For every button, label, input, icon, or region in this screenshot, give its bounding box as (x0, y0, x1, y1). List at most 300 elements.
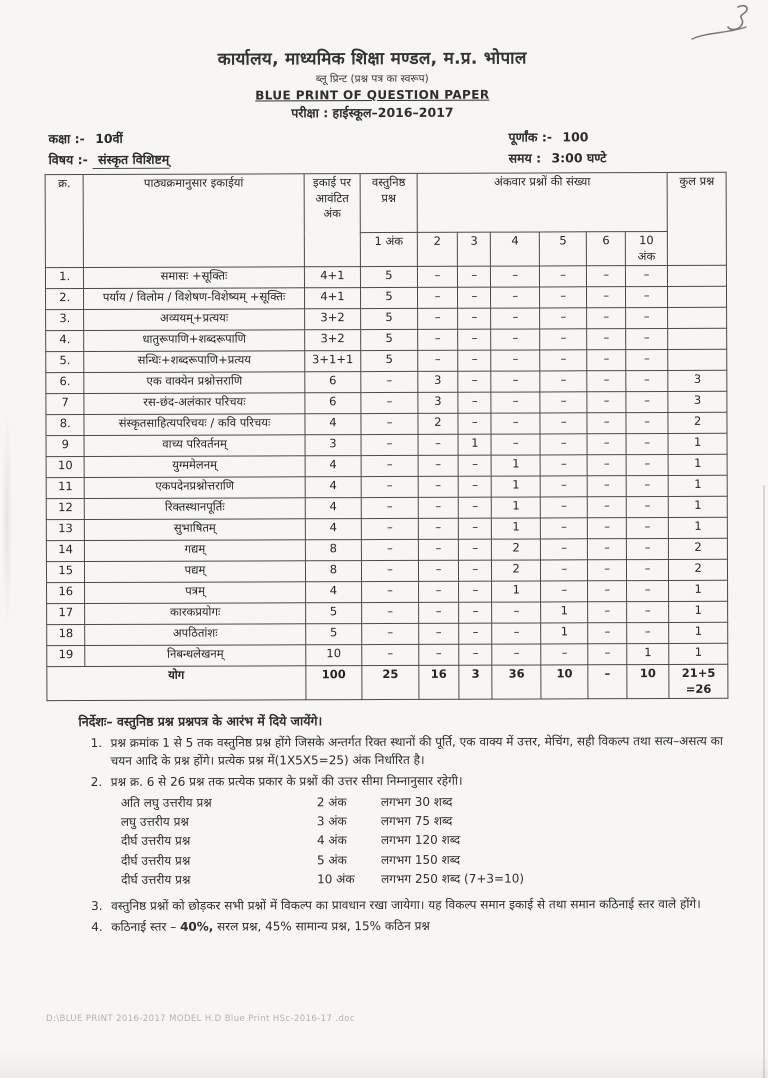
cell-2-mark: – (417, 350, 457, 371)
cell-5-mark: – (540, 413, 588, 434)
cell-total-questions: 1 (669, 622, 728, 643)
header-objective: वस्तुनिष्ठ प्रश्न (360, 173, 417, 232)
wl-word-limit: लगभग 30 शब्द (380, 794, 453, 810)
cell-4-mark: – (492, 434, 541, 455)
meta-row-1 (48, 128, 726, 147)
cell-2-mark: 3 (418, 371, 458, 392)
cell-1-mark: – (361, 518, 418, 539)
cell-10-mark: – (626, 539, 669, 560)
exam-line: परीक्षा : हाईस्कूल–2016–2017 (291, 104, 454, 121)
cell-1-mark: – (362, 644, 419, 665)
cell-2-mark: 3 (418, 392, 458, 413)
file-path-footer: D:\BLUE PRINT 2016-2017 MODEL H.D Blue Print HSc-2016-17 .doc (46, 1014, 355, 1024)
table-row (46, 328, 727, 351)
cell-serial: 11 (46, 478, 84, 499)
cell-3-mark: – (458, 413, 491, 434)
cell-unit-name: गद्यम् (85, 540, 305, 562)
cell-3-mark: – (458, 497, 491, 518)
header-1-mark: 1 अंक (360, 232, 417, 266)
word-limit-row (121, 811, 737, 832)
cell-5-mark: 1 (541, 623, 589, 644)
wl-marks: 4 अंक (316, 833, 347, 848)
item-4-text (111, 916, 737, 936)
grand-total (669, 664, 728, 698)
cell-2-mark: – (418, 476, 458, 497)
word-limit-list (121, 792, 737, 890)
table-row (46, 538, 727, 561)
instructions-section (78, 711, 737, 936)
cell-4-mark: – (491, 266, 540, 287)
cell-total-questions: 1 (669, 496, 728, 517)
max-marks-field (508, 128, 726, 146)
item-2-number: 2. (90, 775, 103, 790)
meta-section (48, 128, 726, 168)
cell-5-mark: – (540, 497, 588, 518)
table-row (46, 517, 727, 540)
cell-4-mark: – (491, 371, 540, 392)
cell-2-mark: – (418, 623, 458, 644)
cell-allocated-marks: 6 (304, 372, 361, 393)
cell-total-questions (668, 328, 727, 349)
cell-unit-name: रस-छंद-अलंकार परिचयः (84, 393, 304, 415)
cell-5-mark: – (540, 308, 588, 329)
cell-1-mark: – (361, 497, 418, 518)
instruction-item-2 (91, 771, 737, 894)
cell-unit-name: एक वाक्येन प्रश्नोत्तराणि (84, 372, 304, 394)
cell-serial: 6. (46, 373, 84, 394)
cell-unit-name: रिक्तस्थानपूर्तिः (85, 498, 305, 520)
cell-4-mark: – (492, 644, 541, 665)
cell-unit-name: पद्यम् (85, 561, 305, 583)
table-row (46, 496, 727, 519)
cell-unit-name: निबन्धलेखनम् (85, 645, 305, 667)
cell-10-mark: – (626, 392, 669, 413)
header-5-mark: 5 (539, 232, 587, 266)
cell-total-questions: 2 (668, 412, 727, 433)
cell-10-mark: – (625, 287, 668, 308)
table-row (46, 475, 727, 498)
cell-2-mark: – (418, 455, 458, 476)
cell-3-mark: – (459, 560, 492, 581)
cell-unit-name: वाच्य परिवर्तनम् (84, 435, 304, 457)
cell-6-mark: – (588, 455, 626, 476)
cell-3-mark: – (459, 644, 492, 665)
cell-total-questions (668, 307, 727, 328)
cell-1-mark: – (361, 413, 418, 434)
cell-serial: 7 (46, 394, 84, 415)
cell-6-mark: – (587, 392, 625, 413)
cell-3-mark: – (458, 371, 491, 392)
cell-unit-name: एकपदेनप्रश्नोत्तराणि (85, 477, 305, 499)
cell-allocated-marks: 4 (305, 519, 362, 540)
cell-6-mark: – (588, 539, 626, 560)
cell-6-mark: – (587, 287, 625, 308)
blueprint-table (45, 172, 729, 701)
cell-5-mark: – (540, 581, 588, 602)
cell-total-questions: 1 (668, 433, 727, 454)
cell-6-mark: – (588, 602, 626, 623)
cell-4-mark: – (491, 350, 540, 371)
cell-unit-name: युग्ममेलनम् (84, 456, 304, 478)
cell-10-mark: – (626, 581, 669, 602)
cell-10-mark: – (626, 371, 669, 392)
scan-bottom-shadow (0, 1052, 768, 1078)
cell-10-mark: – (626, 413, 669, 434)
wl-question-type: दीर्घ उत्तरीय प्रश्न (120, 853, 191, 868)
cell-6-mark: – (587, 329, 625, 350)
cell-allocated-marks: 3 (305, 435, 362, 456)
wl-word-limit: लगभग 120 शब्द (380, 833, 461, 848)
total-alloc: 100 (305, 666, 362, 700)
header-markwise: अंकवार प्रश्नों की संख्या (417, 173, 668, 233)
cell-4-mark: 1 (492, 518, 541, 539)
table-body (45, 265, 727, 666)
cell-6-mark: – (587, 434, 625, 455)
cell-2-mark: – (417, 308, 457, 329)
cell-6-mark: – (588, 497, 626, 518)
item-2-intro: प्रश्न क्र. 6 से 26 प्रश्न तक प्रत्येक प्रकार के प्रश्नों की उत्तर सीमा निम्नानुसार रहेगी। (110, 773, 463, 790)
cell-6-mark: – (588, 581, 626, 602)
cell-3-mark: 1 (458, 434, 491, 455)
cell-serial: 12 (46, 499, 84, 520)
cell-5-mark: – (540, 392, 588, 413)
cell-unit-name: सुभाषितम् (85, 519, 305, 541)
cell-allocated-marks: 4 (305, 456, 362, 477)
cell-allocated-marks: 4+1 (304, 288, 361, 309)
cell-3-mark: – (458, 308, 491, 329)
cell-1-mark: – (362, 560, 419, 581)
wl-marks: 2 अंक (316, 795, 347, 810)
total-4mark: 36 (492, 665, 541, 699)
cell-2-mark: – (418, 560, 458, 581)
subtitle-hindi: ब्लू प्रिन्ट (प्रश्न पत्र का स्वरूप) (315, 72, 429, 86)
grand-total-line2: =26 (685, 681, 712, 696)
cell-total-questions: 1 (668, 454, 727, 475)
cell-unit-name: पर्याय / विलोम / विशेषण-विशेष्यम् +सूक्तिः (84, 288, 304, 310)
table-row (47, 643, 728, 666)
cell-4-mark: – (491, 329, 540, 350)
cell-serial: 15 (46, 562, 84, 583)
instruction-item-4 (91, 916, 737, 936)
cell-4-mark: – (491, 392, 540, 413)
cell-5-mark: – (539, 266, 587, 287)
cell-2-mark: – (417, 329, 457, 350)
cell-3-mark: – (459, 623, 492, 644)
cell-serial: 19 (47, 646, 85, 667)
cell-1-mark: 5 (361, 350, 418, 371)
cell-2-mark: – (418, 497, 458, 518)
cell-serial: 2. (46, 289, 84, 310)
wl-marks: 3 अंक (316, 814, 347, 829)
cell-2-mark: – (418, 539, 458, 560)
cell-5-mark: 1 (541, 602, 589, 623)
wl-question-type: लघु उत्तरीय प्रश्न (120, 814, 189, 830)
instruction-item-1 (91, 732, 737, 770)
cell-total-questions: 1 (669, 601, 728, 622)
word-limit-row (121, 792, 737, 813)
cell-5-mark: – (540, 371, 588, 392)
title-english: BLUE PRINT OF QUESTION PAPER (255, 87, 490, 103)
table-row (46, 412, 727, 435)
cell-1-mark: 5 (361, 266, 418, 287)
cell-allocated-marks: 4 (305, 477, 362, 498)
cell-1-mark: 5 (361, 287, 418, 308)
wl-question-type: दीर्घ उत्तरीय प्रश्न (121, 872, 191, 887)
max-marks-label: पूर्णांक :- (508, 129, 553, 145)
wl-word-limit: लगभग 75 शब्द (380, 814, 453, 829)
cell-serial: 8. (46, 415, 84, 436)
class-field (48, 130, 122, 147)
header-10-mark: 10 अंक (625, 232, 668, 266)
word-limit-row (121, 869, 737, 890)
cell-10-mark: – (626, 497, 669, 518)
cell-1-mark: – (362, 623, 419, 644)
table-footer (47, 664, 728, 700)
cell-10-mark: – (626, 476, 669, 497)
table-row (46, 559, 727, 582)
header-4-mark: 4 (491, 232, 540, 266)
header-6-mark: 6 (587, 232, 626, 266)
cell-3-mark: – (458, 518, 491, 539)
class-label: कक्षा :- (48, 131, 85, 147)
instruction-item-3 (91, 895, 737, 915)
table-row (47, 601, 728, 624)
cell-4-mark: 1 (492, 476, 541, 497)
cell-total-questions (668, 265, 727, 286)
document-header (72, 0, 672, 122)
cell-serial: 3. (46, 310, 84, 331)
header-alloc: इकाई पर आवंटित अंक (304, 174, 361, 267)
cell-6-mark: – (587, 308, 625, 329)
cell-5-mark: – (540, 434, 588, 455)
table-header (45, 172, 726, 267)
cell-allocated-marks: 4 (305, 582, 362, 603)
cell-total-questions: 1 (668, 475, 727, 496)
item-1-text: प्रश्न क्रमांक 1 से 5 तक वस्तुनिष्ठ प्रश्न होंगे जिसके अन्तर्गत रिक्त स्थानों की पूर्ति, एक वाक्य में उत्तर, मेचिंग, सही विकल्प तथा सत्य–असत्य का चयन आदि के प्रश्न होंगे। प्रत्येक प्रश्न में(1X5X5=25) अंक निर्धारित है। (110, 733, 724, 769)
cell-6-mark: – (588, 518, 626, 539)
cell-4-mark: 1 (492, 581, 541, 602)
cell-4-mark: – (491, 413, 540, 434)
cell-allocated-marks: 8 (305, 561, 362, 582)
wl-question-type: दीर्घ उत्तरीय प्रश्न (120, 834, 191, 849)
cell-total-questions: 1 (669, 643, 728, 664)
item-1-number: 1. (90, 736, 103, 751)
cell-3-mark: – (459, 602, 492, 623)
cell-total-questions (668, 349, 727, 370)
wl-word-limit: लगभग 250 शब्द (7+3=10) (381, 871, 525, 886)
cell-3-mark: – (458, 350, 491, 371)
cell-1-mark: – (361, 476, 418, 497)
cell-6-mark: – (588, 623, 626, 644)
item-4-post: सरल प्रश्न, 45% सामान्य प्रश्न, 15% कठिन प्रश्न (213, 918, 430, 934)
cell-3-mark: – (458, 287, 491, 308)
cell-2-mark: – (418, 602, 458, 623)
wl-question-type: अति लघु उत्तरीय प्रश्न (120, 795, 212, 810)
table-row (46, 307, 727, 330)
cell-2-mark: – (418, 581, 458, 602)
cell-10-mark: – (626, 434, 669, 455)
cell-unit-name: सन्धिः+शब्दरूपाणि+प्रत्यय (84, 351, 304, 373)
cell-5-mark: – (539, 287, 587, 308)
item-4-pre: कठिनाई स्तर – (111, 919, 181, 934)
cell-serial: 16 (47, 583, 85, 604)
cell-total-questions (668, 286, 727, 307)
cell-4-mark: 2 (492, 560, 541, 581)
cell-total-questions: 3 (668, 391, 727, 412)
cell-3-mark: – (458, 455, 491, 476)
cell-3-mark: – (459, 581, 492, 602)
time-label: समय : (508, 150, 542, 166)
cell-2-mark: 2 (418, 413, 458, 434)
table-row (47, 622, 728, 645)
cell-10-mark: – (626, 455, 669, 476)
cell-allocated-marks: 5 (305, 624, 362, 645)
cell-allocated-marks: 8 (305, 540, 362, 561)
cell-total-questions: 3 (668, 370, 727, 391)
cell-total-questions: 2 (669, 559, 728, 580)
cell-10-mark: – (626, 350, 669, 371)
cell-10-mark: – (627, 623, 670, 644)
cell-serial: 17 (47, 604, 85, 625)
office-title: कार्यालय, माध्यमिक शिक्षा मण्डल, म.प्र. भोपाल (217, 48, 527, 70)
cell-allocated-marks: 3+2 (304, 330, 361, 351)
header-3-mark: 3 (457, 232, 490, 266)
cell-10-mark: – (625, 266, 668, 287)
table-row (47, 580, 728, 603)
subject-value: संस्कृत विशिष्टम् (92, 152, 169, 169)
cell-allocated-marks: 10 (305, 645, 362, 666)
cell-allocated-marks: 4 (305, 498, 362, 519)
cell-1-mark: 5 (361, 329, 418, 350)
word-limit-row (121, 830, 737, 851)
cell-allocated-marks: 4 (305, 414, 362, 435)
item-4-bold: 40%, (180, 919, 214, 934)
total-6mark: – (588, 665, 627, 699)
wl-marks: 10 अंक (317, 871, 355, 887)
cell-1-mark: – (361, 434, 418, 455)
table-row (46, 370, 727, 393)
cell-5-mark: – (540, 518, 588, 539)
cell-1-mark: – (362, 602, 419, 623)
cell-2-mark: – (418, 518, 458, 539)
cell-1-mark: – (361, 371, 418, 392)
cell-4-mark: 1 (492, 455, 541, 476)
cell-unit-name: समासः +सूक्तिः (84, 267, 304, 289)
cell-2-mark: – (417, 287, 457, 308)
table-row (46, 349, 727, 372)
wl-marks: 5 अंक (316, 852, 347, 867)
cell-allocated-marks: 5 (305, 603, 362, 624)
cell-total-questions: 2 (669, 538, 728, 559)
cell-unit-name: धातुरूपाणि+शब्दरूपाणि (84, 330, 304, 352)
cell-3-mark: – (459, 539, 492, 560)
item-2-text (111, 771, 737, 894)
wl-word-limit: लगभग 150 शब्द (380, 852, 461, 867)
header-sr: क्र. (45, 175, 84, 268)
cell-unit-name: संस्कृतसाहित्यपरिचयः / कवि परिचयः (84, 414, 304, 436)
total-10mark: 10 (627, 665, 670, 699)
subject-label: विषय :- (48, 152, 88, 168)
cell-6-mark: – (587, 350, 625, 371)
cell-10-mark: – (626, 602, 669, 623)
cell-serial: 18 (47, 625, 85, 646)
cell-6-mark: – (588, 476, 626, 497)
cell-2-mark: – (418, 434, 458, 455)
cell-10-mark: 1 (627, 644, 670, 665)
cell-6-mark: – (588, 644, 626, 665)
cell-serial: 9 (46, 436, 84, 457)
cell-allocated-marks: 3+1+1 (304, 351, 361, 372)
cell-allocated-marks: 4+1 (304, 267, 361, 288)
total-label: योग (47, 666, 306, 701)
cell-5-mark: – (540, 539, 588, 560)
cell-unit-name: अपठितांशः (85, 624, 305, 646)
time-field (509, 149, 727, 167)
cell-10-mark: – (625, 308, 668, 329)
item-4-number: 4. (91, 919, 103, 935)
header-unit: पाठ्यक्रमानुसार इकाईयां (83, 174, 304, 268)
cell-5-mark: – (541, 644, 589, 665)
cell-3-mark: – (458, 329, 491, 350)
table-row (46, 433, 727, 456)
cell-4-mark: – (491, 308, 540, 329)
cell-1-mark: – (361, 455, 418, 476)
cell-5-mark: – (540, 350, 588, 371)
cell-3-mark: – (458, 476, 491, 497)
cell-10-mark: – (625, 329, 668, 350)
cell-10-mark: – (626, 518, 669, 539)
cell-serial: 13 (46, 520, 84, 541)
cell-6-mark: – (588, 560, 626, 581)
item-3-number: 3. (91, 898, 103, 914)
total-obj: 25 (362, 665, 419, 699)
table-row (46, 286, 727, 309)
cell-6-mark: – (587, 413, 625, 434)
cell-4-mark: – (491, 287, 540, 308)
cell-4-mark: 1 (492, 497, 541, 518)
cell-5-mark: – (540, 329, 588, 350)
cell-4-mark: – (492, 623, 541, 644)
cell-unit-name: कारकप्रयोगः (85, 603, 305, 625)
cell-total-questions: 1 (669, 580, 728, 601)
cell-unit-name: अव्ययम्+प्रत्ययः (84, 309, 304, 331)
cell-4-mark: 2 (492, 539, 541, 560)
instructions-heading: निर्देशः– वस्तुनिष्ठ प्रश्न प्रश्नपत्र के आरंभ में दिये जायेंगे। (78, 713, 323, 730)
cell-5-mark: – (540, 560, 588, 581)
cell-3-mark: – (458, 266, 491, 287)
table-row (46, 454, 727, 477)
total-5mark: 10 (541, 665, 589, 699)
cell-6-mark: – (587, 266, 625, 287)
time-value: 3:00 घण्टे (551, 150, 607, 166)
cell-6-mark: – (587, 371, 625, 392)
cell-serial: 4. (46, 331, 84, 352)
cell-4-mark: – (492, 602, 541, 623)
grand-total-line1: 21+5 (681, 665, 716, 680)
table-row (45, 265, 726, 288)
cell-3-mark: – (458, 392, 491, 413)
cell-serial: 1. (45, 268, 83, 289)
max-marks-value: 100 (562, 129, 589, 145)
cell-2-mark: – (418, 644, 458, 665)
total-2mark: 16 (419, 665, 460, 699)
meta-row-2 (49, 149, 727, 168)
cell-1-mark: – (361, 392, 418, 413)
cell-10-mark: – (626, 560, 669, 581)
cell-1-mark: – (362, 539, 419, 560)
cell-5-mark: – (540, 476, 588, 497)
cell-serial: 14 (46, 541, 84, 562)
